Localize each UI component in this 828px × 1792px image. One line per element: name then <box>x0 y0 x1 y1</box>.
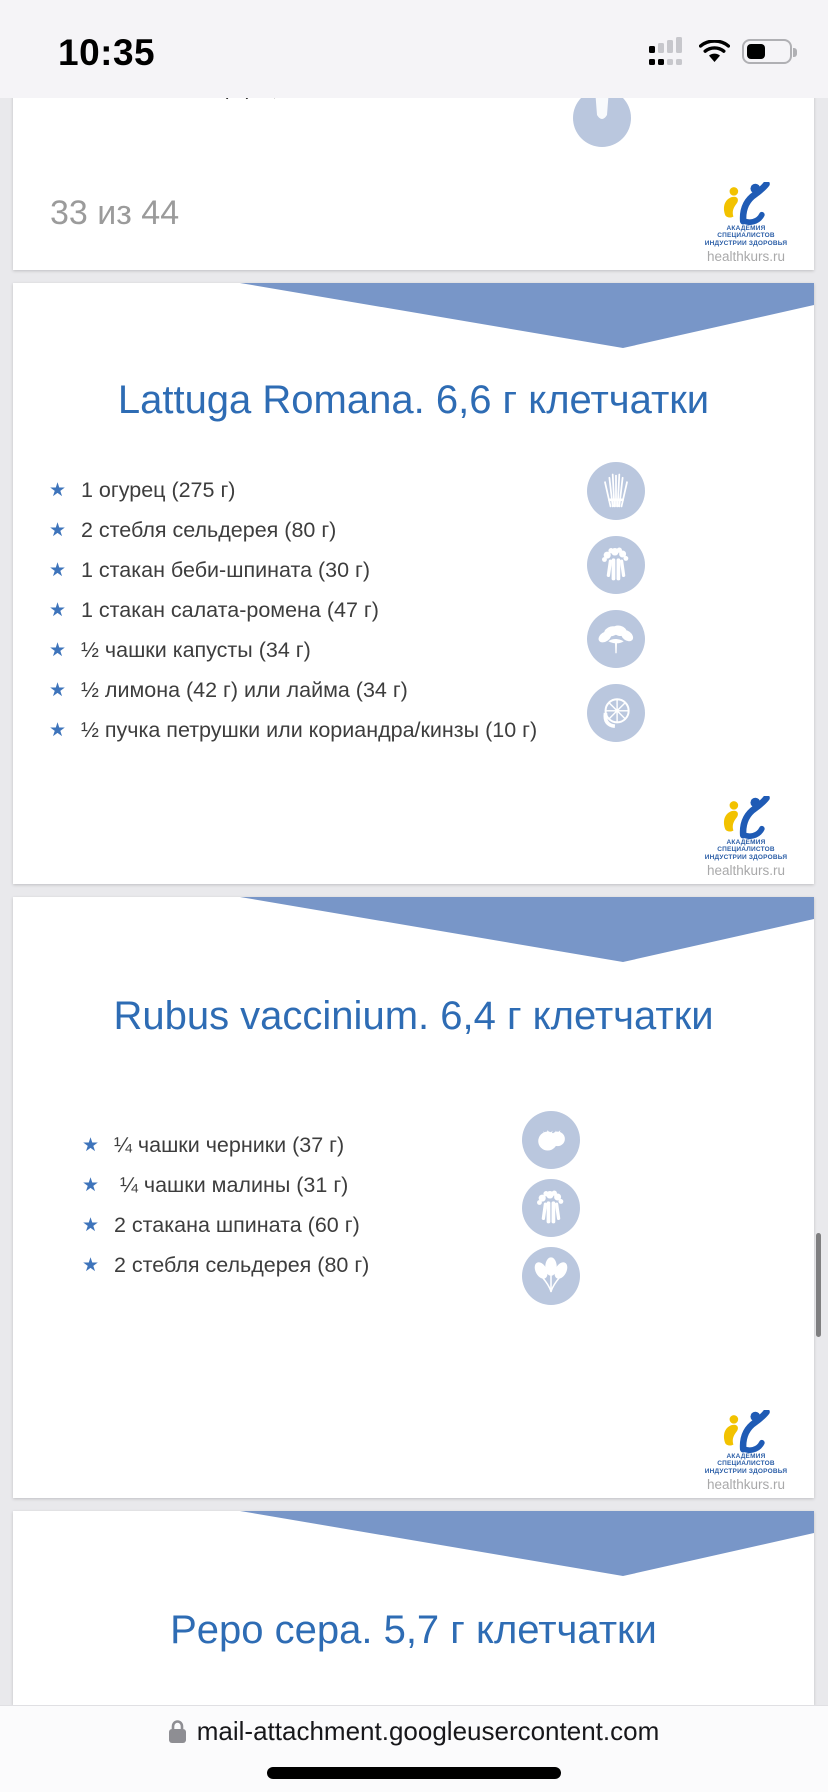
list-item <box>80 1125 369 1165</box>
url-row[interactable] <box>0 1716 828 1747</box>
list-item <box>47 630 537 670</box>
healthkurs-logo <box>698 1410 794 1493</box>
slide-partial-top <box>13 84 814 270</box>
star-bullet-icon: ★ <box>48 719 67 741</box>
battery-cap <box>793 48 797 57</box>
battery-icon <box>742 39 792 64</box>
logo-caption-line1: АКАДЕМИЯ СПЕЦИАЛИСТОВ <box>717 224 775 239</box>
scrollbar-thumb[interactable] <box>816 1233 821 1337</box>
star-bullet-icon: ★ <box>81 1174 100 1196</box>
list-item <box>47 510 537 550</box>
logo-caption-line1: АКАДЕМИЯ СПЕЦИАЛИСТОВ <box>717 838 775 853</box>
status-bar <box>0 0 828 98</box>
star-bullet-icon: ★ <box>48 519 67 541</box>
list-item <box>47 670 537 710</box>
citrus-icon <box>587 684 645 742</box>
wedge-banner-shape <box>13 283 814 349</box>
lock-icon <box>169 1720 186 1743</box>
wifi-icon <box>699 40 730 63</box>
logo-site-url: healthkurs.ru <box>706 863 786 878</box>
list-item-text: 1 стакан салата-ромена (47 г) <box>81 597 379 622</box>
spinach-icon <box>522 1247 580 1305</box>
star-bullet-icon: ★ <box>48 479 67 501</box>
logo-caption-line2: ИНДУСТРИИ ЗДОРОВЬЯ <box>704 1467 788 1475</box>
list-item <box>47 710 537 750</box>
logo-caption-line1: АКАДЕМИЯ СПЕЦИАЛИСТОВ <box>717 1452 775 1467</box>
logo-caption-line2: ИНДУСТРИИ ЗДОРОВЬЯ <box>704 853 788 861</box>
url-domain-text[interactable]: mail-attachment.googleusercontent.com <box>196 1716 660 1746</box>
list-item <box>80 1165 369 1205</box>
slide-rubus-vaccinium <box>13 897 814 1498</box>
star-bullet-icon: ★ <box>48 639 67 661</box>
list-item-text: 2 стакана шпината (60 г) <box>114 1212 360 1237</box>
logo-site-url: healthkurs.ru <box>706 249 786 264</box>
logo-figures-icon <box>718 182 774 225</box>
list-item-text: 1 огурец (275 г) <box>81 477 236 502</box>
star-bullet-icon: ★ <box>81 1214 100 1236</box>
list-item <box>80 1205 369 1245</box>
celery-icon <box>522 1179 580 1237</box>
healthkurs-logo <box>698 796 794 879</box>
logo-caption-line2: ИНДУСТРИИ ЗДОРОВЬЯ <box>704 239 788 247</box>
home-indicator[interactable] <box>267 1767 561 1779</box>
slide-lattuga-romana <box>13 283 814 884</box>
list-item <box>47 590 537 630</box>
list-item <box>80 1245 369 1285</box>
list-item-text: ½ лимона (42 г) или лайма (34 г) <box>81 677 408 702</box>
safari-url-bar[interactable] <box>0 1705 828 1792</box>
healthkurs-logo <box>698 182 794 265</box>
wedge-banner-shape <box>13 1511 814 1577</box>
list-item-text: ¼ чашки черники (37 г) <box>114 1132 345 1157</box>
logo-site-url: healthkurs.ru <box>706 1477 786 1492</box>
cell-signal-icon <box>649 37 687 65</box>
slide-title: Pepo cepa. 5,7 г клетчатки <box>170 1608 657 1652</box>
list-item-text: 1 стакан беби-шпината (30 г) <box>81 557 371 582</box>
star-bullet-icon: ★ <box>48 559 67 581</box>
slide-pepo-cepa <box>13 1511 814 1705</box>
celery-icon <box>587 536 645 594</box>
berries-icon <box>522 1111 580 1169</box>
ingredient-icon-column <box>587 462 645 742</box>
greens-bundle-icon <box>587 462 645 520</box>
list-item-text: 2 стебля сельдерея (80 г) <box>81 517 337 542</box>
status-icons <box>649 36 792 66</box>
list-item <box>47 470 537 510</box>
list-item <box>47 550 537 590</box>
star-bullet-icon: ★ <box>81 1254 100 1276</box>
ingredient-list <box>80 1125 369 1285</box>
status-time: 10:35 <box>58 32 156 73</box>
page-counter: 33 из 44 <box>50 194 180 232</box>
wedge-banner-shape <box>13 897 814 963</box>
logo-figures-icon <box>718 1410 774 1453</box>
list-item-text: ½ пучка петрушки или кориандра/кинзы (10 г) <box>81 717 538 742</box>
ingredient-icon-column <box>522 1111 580 1305</box>
ingredient-list <box>47 470 537 750</box>
cabbage-icon <box>587 610 645 668</box>
star-bullet-icon: ★ <box>48 599 67 621</box>
battery-fill <box>747 44 765 59</box>
logo-figures-icon <box>718 796 774 839</box>
star-bullet-icon: ★ <box>48 679 67 701</box>
slide-title: Rubus vaccinium. 6,4 г клетчатки <box>113 994 714 1038</box>
list-item-text: ½ чашки капусты (34 г) <box>81 637 311 662</box>
slide-title: Lattuga Romana. 6,6 г клетчатки <box>117 378 710 422</box>
list-item-text: ¼ чашки малины (31 г) <box>114 1172 349 1197</box>
list-item-text: 2 стебля сельдерея (80 г) <box>114 1252 370 1277</box>
star-bullet-icon: ★ <box>81 1134 100 1156</box>
